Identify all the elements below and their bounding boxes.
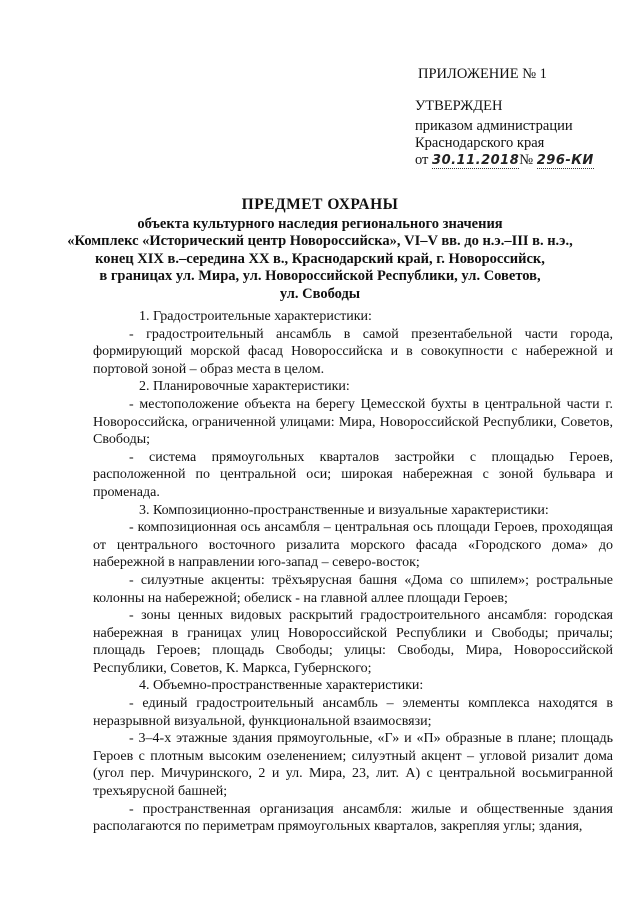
title-line-2: объекта культурного наследия регионального значения [137, 215, 503, 232]
handwritten-number: 296-КИ [536, 153, 594, 168]
appendix-label: ПРИЛОЖЕНИЕ № 1 [418, 66, 547, 82]
handwritten-date: 30.11.2018 [432, 153, 520, 168]
approval-block [415, 98, 594, 169]
paragraph-11: - единый градостроительный ансамбль – элементы комплекса находятся в неразрывной визуальной, функциональной взаимосвязи; [93, 696, 613, 729]
paragraph-8: - силуэтные акценты: трёхъярусная башня «Дома со шпилем»; ростральные колонны на набережной; обелиск - на главной аллее площади Героев; [93, 572, 613, 606]
paragraph-9: - зоны ценных видовых раскрытий градостроительного ансамбля: городская набережная в границах улиц Новороссийской Республики и Свободы; причалы; площадь Героев; площадь Свободы; улицы: Свободы, Мира, Новороссийской Республики, Советов, К. Маркса, Губернского; [93, 608, 613, 676]
order-line-2: Краснодарского края [415, 135, 545, 151]
paragraph-7: - композиционная ось ансамбля – центральная ось площади Героев, проходящая от центрального восточного ризалита морского фасада «Городского дома» до набережной в направлении юго-запад – северо-восток; [93, 520, 613, 571]
paragraph-13: - пространственная организация ансамбля: жилые и общественные здания располагаются по периметрам прямоугольных кварталов, закрепляя углы; здания, [93, 801, 613, 835]
title-line-6: ул. Свободы [279, 285, 361, 302]
paragraph-1: 1. Градостроительные характеристики: [139, 309, 372, 324]
document-body [93, 308, 613, 836]
paragraph-4: - местоположение объекта на берегу Цемесской бухты в центральной части г. Новороссийска, ограниченной улицами: Мира, Новороссийской Республики, Советов, Свободы; [93, 396, 613, 448]
title-line-5: в границах ул. Мира, ул. Новороссийской Республики, ул. Советов, [99, 268, 541, 284]
number-prefix: № [519, 152, 534, 168]
title-line-3: «Комплекс «Исторический центр Новороссийска», VI–V вв. до н.э.–III в. н.э., [67, 233, 573, 249]
paragraph-12: - 3–4-х этажные здания прямоугольные, «Г» и «П» образные в плане; площадь Героев с плотным высоким озеленением; силуэтный акцент – угловой ризалит дома (угол пер. Мичуринского, 2 и ул. Мира, 23, лит. А) с центральной восьмигранной трехъярусной башней; [93, 731, 613, 800]
paragraph-10: 4. Объемно-пространственные характеристики: [139, 678, 424, 694]
paragraph-2: - градостроительный ансамбль в самой презентабельной части города, формирующий морской фасад Новороссийска и в совокупности с набережной и портовой зоной – образ места в целом. [93, 326, 613, 377]
document-title [67, 196, 573, 303]
approved-label: УТВЕРЖДЕН [415, 98, 503, 114]
paragraph-3: 2. Планировочные характеристики: [139, 379, 350, 395]
order-date-line [415, 152, 594, 169]
date-prefix: от [415, 152, 429, 168]
paragraph-5: - система прямоугольных кварталов застройки с площадью Героев, расположенной по центральной оси; широкая набережная с зоной бульвара и променада. [93, 449, 613, 500]
order-line-1: приказом администрации [415, 118, 573, 134]
title-line-4: конец XIX в.–середина XX в., Краснодарский край, г. Новороссийск, [95, 250, 545, 267]
paragraph-6: 3. Композиционно-пространственные и визуальные характеристики: [139, 502, 549, 518]
title-line-1: ПРЕДМЕТ ОХРАНЫ [241, 196, 399, 213]
